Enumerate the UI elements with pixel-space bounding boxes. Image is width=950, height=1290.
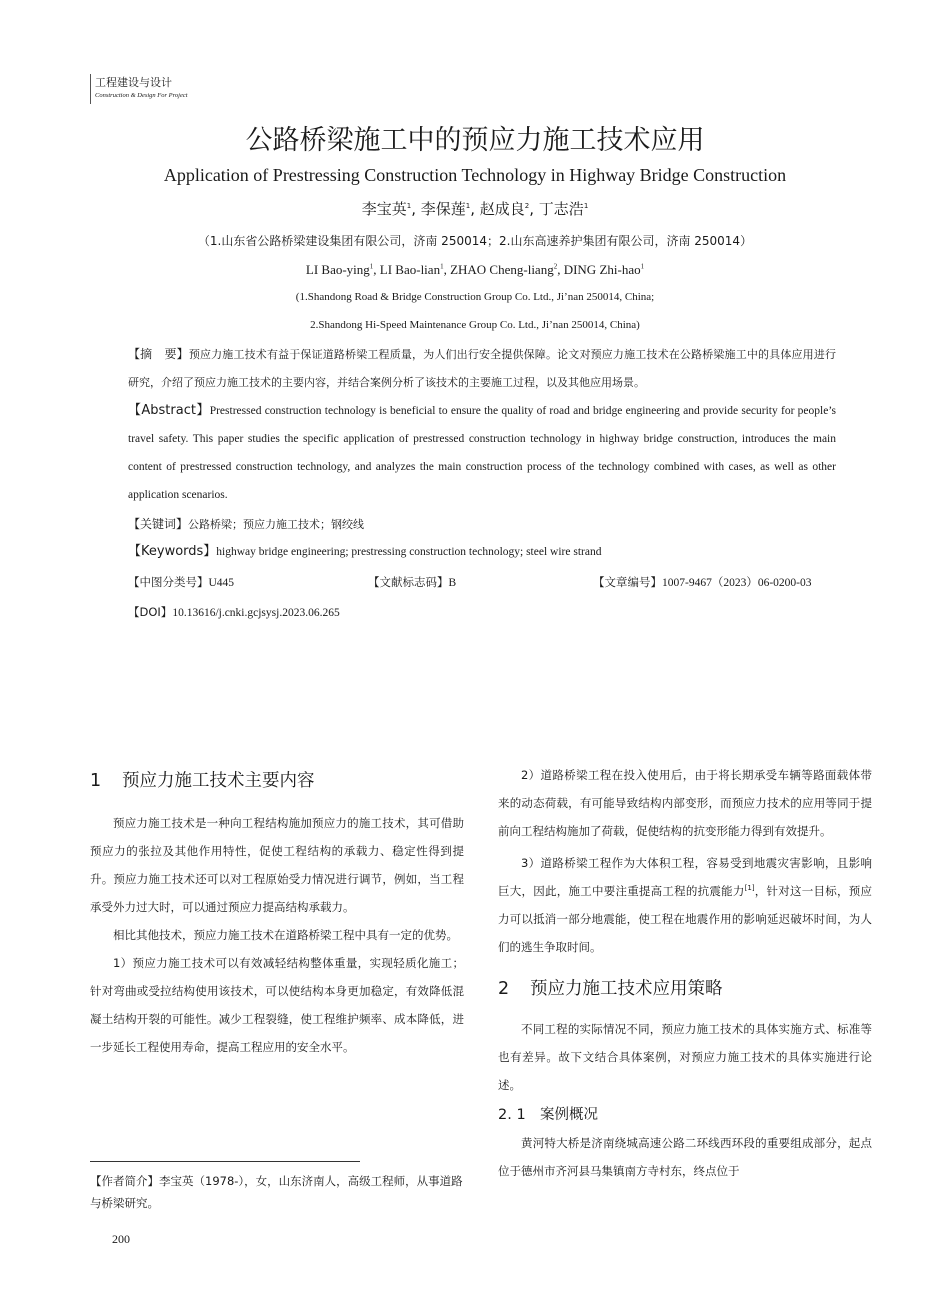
doi-line <box>128 598 836 627</box>
abstract-en <box>128 397 836 509</box>
section-2-title: 预应力施工技术应用策略 <box>530 979 723 999</box>
section-2-1-number: 2. 1 <box>498 1107 526 1123</box>
author-en-2: LI Bao-lian <box>379 262 441 277</box>
section-2-1-paragraph: 黄河特大桥是济南绕城高速公路二环线西环段的重要组成部分，起点位于德州市齐河县马集镇南方寺村东，终点位于 <box>498 1136 872 1178</box>
clc-label: 【中图分类号】 <box>128 575 209 589</box>
article-number-value: 1007-9467（2023）06-0200-03 <box>662 577 812 589</box>
authors-en: LI Bao-ying$^1$, LI Bao-lian$^1$, ZHAO Cheng-liang$^2$, DING Zhi-hao$^1$ <box>305 262 645 277</box>
right-paragraph-2 <box>498 849 872 961</box>
section-1-heading <box>90 767 464 795</box>
right-column <box>498 761 872 1185</box>
keywords-en-text: highway bridge engineering; prestressing construction technology; steel wire strand <box>216 546 602 558</box>
clc-field <box>128 568 234 597</box>
keywords-cn <box>128 510 836 539</box>
keywords-cn-label: 【关键词】 <box>128 517 189 531</box>
author-cn-1-aff: 1 <box>406 202 412 210</box>
author-en-3: ZHAO Cheng-liang <box>450 262 554 277</box>
article-number-label: 【文章编号】 <box>593 575 662 589</box>
abstract-en-label: 【Abstract】 <box>128 403 210 418</box>
abstract-cn-text: 预应力施工技术有益于保证道路桥梁工程质量，为人们出行安全提供保障。论文对预应力施工技术在公路桥梁施工中的具体应用进行研究，介绍了预应力施工技术的主要内容，并结合案例分析了该技术的主要施工过程，以及其他应用场景。 <box>128 348 836 389</box>
affiliation-en-line-1: (1.Shandong Road & Bridge Construction Group Co. Ltd., Ji’nan 250014, China; <box>295 291 655 303</box>
section-1-number: 1 <box>90 771 102 791</box>
doi-label: 【DOI】 <box>128 605 173 619</box>
doc-code-value: B <box>448 577 457 589</box>
doc-code-field <box>368 568 456 597</box>
paper-title-en: Application of Prestressing Construction Technology in Highway Bridge Construction <box>163 165 787 185</box>
author-en-4-aff: 1 <box>640 262 645 271</box>
citation-ref-1: [1] <box>744 884 755 893</box>
author-en-1: LI Bao-ying <box>305 262 370 277</box>
author-cn-4: 丁志浩 <box>538 200 584 218</box>
abstract-en-text: Prestressed construction technology is beneficial to ensure the quality of road and bridge engineering and provide security for people’s travel safety. This paper studies the specific application of prestressed construction technology in highway bridge construction, introduces the main content of prestressed construction technology, and analyzes the main construction process of the technology combined with cases, as well as other application scenarios. <box>128 405 836 501</box>
article-number-field <box>593 568 812 597</box>
affiliation-en-line-2: 2.Shandong Hi-Speed Maintenance Group Co. Ltd., Ji’nan 250014, China) <box>310 319 640 331</box>
journal-name-en: Construction & Design For Project <box>95 92 188 99</box>
author-cn-4-aff: 1 <box>583 202 589 210</box>
author-en-3-aff: 2 <box>553 262 558 271</box>
doc-code-label: 【文献标志码】 <box>368 575 449 589</box>
journal-name-cn: 工程建设与设计 <box>95 76 172 89</box>
keywords-en-label: 【Keywords】 <box>128 544 217 559</box>
authors-cn: 李宝英$^1$, 李保莲$^1$, 赵成良$^2$, 丁志浩$^1$ <box>361 200 589 218</box>
author-en-2-aff: 1 <box>440 262 444 271</box>
author-cn-1: 李宝英 <box>361 200 407 218</box>
author-cn-3-aff: 2 <box>524 202 530 210</box>
section-2-heading <box>498 975 872 1003</box>
abstract-cn <box>128 340 836 397</box>
journal-header-bar <box>90 74 91 104</box>
abstract-cn-label: 【摘 要】 <box>128 347 189 361</box>
affiliation-cn: （1.山东省公路桥梁建设集团有限公司，济南 250014；2.山东高速养护集团有限公司，济南 250014） <box>197 234 753 248</box>
author-en-1-aff: 1 <box>369 262 374 271</box>
left-column <box>90 767 464 1061</box>
author-en-4: DING Zhi-hao <box>563 262 641 277</box>
doi-value: 10.13616/j.cnki.gcjsysj.2023.06.265 <box>172 607 340 619</box>
section-1-paragraph-1: 预应力施工技术是一种向工程结构施加预应力的施工技术，其可借助预应力的张拉及其他作用特性，促使工程结构的承载力、稳定性得到提升。预应力施工技术还可以对工程原始受力情况进行调节，例如，当工程承受外力过大时，可以通过预应力提高结构承载力。 <box>90 816 464 914</box>
author-cn-2: 李保莲 <box>420 200 466 218</box>
section-2-1-title: 案例概况 <box>540 1107 598 1123</box>
section-1-paragraph-2: 相比其他技术，预应力施工技术在道路桥梁工程中具有一定的优势。 <box>113 928 458 942</box>
section-2-1-heading <box>498 1101 872 1129</box>
author-cn-3: 赵成良 <box>479 200 525 218</box>
section-1-paragraph-3: 1）预应力施工技术可以有效减轻结构整体重量，实现轻质化施工；针对弯曲或受拉结构使用该技术，可以使结构本身更加稳定，有效降低混凝土结构开裂的可能性。减少工程裂缝，使工程维护频率、成本降低，进一步延长工程使用寿命，提高工程应用的安全水平。 <box>90 956 464 1054</box>
section-2-number: 2 <box>498 979 510 999</box>
page-number: 200 <box>112 1232 130 1246</box>
footnote-rule <box>90 1161 360 1162</box>
author-cn-2-aff: 1 <box>465 202 471 210</box>
author-footnote: 【作者简介】李宝英（1978-），女，山东济南人，高级工程师，从事道路与桥梁研究。 <box>90 1174 463 1210</box>
paper-title-cn: 公路桥梁施工中的预应力施工技术应用 <box>245 125 705 156</box>
section-2-paragraph: 不同工程的实际情况不同，预应力施工技术的具体实施方式、标准等也有差异。故下文结合具体案例，对预应力施工技术的具体实施进行论述。 <box>498 1022 872 1092</box>
right-paragraph-1: 2）道路桥梁工程在投入使用后，由于将长期承受车辆等路面载体带来的动态荷载，有可能导致结构内部变形，而预应力技术的应用等同于提前向工程结构施加了荷载，促使结构的抗变形能力得到有效提升。 <box>498 768 872 838</box>
right-paragraph-2-part-a: 3）道路桥梁工程作为大体积工程，容易受到地震灾害影响，且影响巨大，因此，施工中要注重提高工程的抗震能力 <box>498 856 872 898</box>
keywords-cn-text: 公路桥梁；预应力施工技术；钢绞线 <box>188 518 365 531</box>
section-1-title: 预应力施工技术主要内容 <box>122 771 315 791</box>
right-paragraph-2-part-b: ，针对这一目标，预应力可以抵消一部分地震能，使工程在地震作用的影响延迟破坏时间，为人们的逃生争取时间。 <box>498 884 873 954</box>
keywords-en <box>128 538 836 566</box>
clc-value: U445 <box>208 577 235 589</box>
